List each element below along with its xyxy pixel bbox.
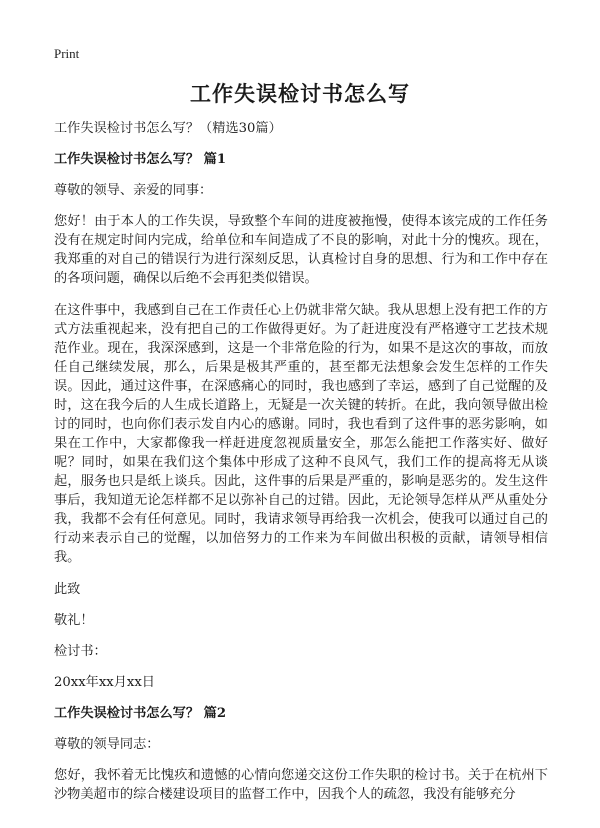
closing-signature: 检讨书： [54, 644, 107, 659]
paragraph-1: 您好！由于本人的工作失误，导致整个车间的进度被拖慢，使得本该完成的工作任务没有在规定时间内完成，给单位和车间造成了不良的影响，对此十分的愧疚。现在，我郑重的对自己的错误行为进行深刻反思，认真检讨自身的思想、行为和工作中存在的各项问题，确保以后绝不会再犯类似错误。 [54, 214, 548, 286]
closing-jingli: 敬礼！ [54, 613, 94, 628]
paragraph-3: 您好，我怀着无比愧疚和遗憾的心情向您递交这份工作失职的检讨书。关于在杭州下沙物美超市的综合楼建设项目的监督工作中，因我个人的疏忽，我没有能够充分 [54, 768, 548, 802]
closing-date: 20xx年xx月xx日 [54, 675, 155, 690]
print-link[interactable]: Print [54, 46, 80, 61]
document-body [54, 119, 548, 817]
intro-line: 工作失误检讨书怎么写？（精选30篇） [54, 121, 282, 136]
section-heading-2: 工作失误检讨书怎么写？ 篇2 [54, 706, 227, 721]
document-title: 工作失误检讨书怎么写 [190, 81, 410, 106]
salutation-2: 尊敬的领导同志： [54, 737, 160, 752]
salutation-1: 尊敬的领导、亲爱的同事： [54, 183, 213, 198]
closing-zhici: 此致 [54, 582, 81, 597]
section-heading-1: 工作失误检讨书怎么写？ 篇1 [54, 152, 227, 167]
paragraph-2: 在这件事中，我感到自己在工作责任心上仍就非常欠缺。我从思想上没有把工作的方式方法重视起来，没有把自己的工作做得更好。为了赶进度没有严格遵守工艺技术规范作业。现在，我深深感到，这是一个非常危险的行为，如果不是这次的事故，而放任自己继续发展，那么，后果是极其严重的，甚至都无法想象会发生怎样的工作失误。因此，通过这件事，在深感痛心的同时，我也感到了幸运，感到了自己觉醒的及时，这在我今后的人生成长道路上，无疑是一次关键的转折。在此，我向领导做出检讨的同时，也向你们表示发自内心的感谢。同时，我也看到了这件事的恶劣影响，如果在工作中，大家都像我一样赶进度忽视质量安全，那怎么能把工作落实好、做好呢？同时，如果在我们这个集体中形成了这种不良风气，我们工作的提高将无从谈起，服务也只是纸上谈兵。因此，这件事的后果是严重的，影响是恶劣的。发生这件事后，我知道无论怎样都不足以弥补自己的过错。因此，无论领导怎样从严从重处分我，我都不会有任何意见。同时，我请求领导再给我一次机会，使我可以通过自己的行动来表示自己的觉醒，以加倍努力的工作来为车间做出积极的贡献，请领导相信我。 [54, 303, 548, 565]
